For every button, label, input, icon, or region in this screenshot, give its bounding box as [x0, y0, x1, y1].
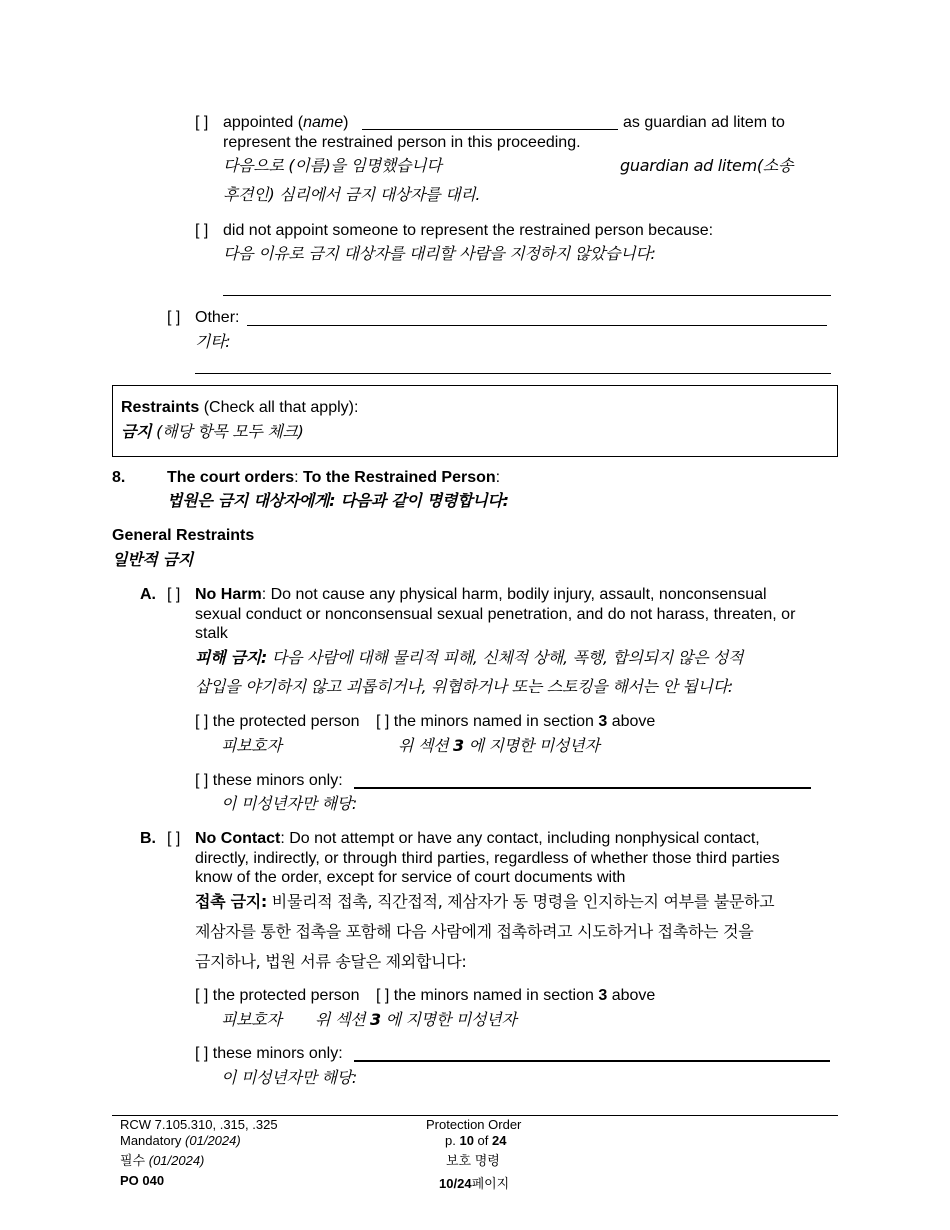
item-a-kr-line-2: 삽입을 야기하지 않고 괴롭히거나, 위협하거나 또는 스토킹을 해서는 안 됩니다: [195, 677, 733, 696]
footer-rule [112, 1115, 838, 1116]
item-a-line-2: sexual conduct or nonconsensual sexual penetration, and do not harass, threaten, or [195, 606, 796, 623]
footer-form-id: PO 040 [120, 1173, 165, 1188]
not-appoint-checkbox[interactable]: [ ] [195, 222, 209, 239]
item-a-checkbox[interactable]: [ ] [167, 586, 181, 603]
item-b-line-2: directly, indirectly, or through third parties, regardless of whether those third parties [195, 850, 780, 867]
restraints-heading: Restraints (Check all that apply): [121, 399, 359, 416]
item-a-minors-blank[interactable] [354, 787, 811, 789]
not-appoint-text: did not appoint someone to represent the restrained person because: [223, 222, 714, 239]
guardian-name-blank[interactable] [362, 129, 618, 130]
guardian-line-1-end: as guardian ad litem to [623, 114, 785, 131]
item-a-kr-option-minors: 위 섹션 3 에 지명한 미성년자 [398, 736, 600, 755]
footer-doc-title: Protection Order [426, 1117, 522, 1132]
item-b-option-minors[interactable]: [ ] the minors named in section 3 above [376, 987, 656, 1004]
guardian-line-1: appointed (name) [223, 114, 349, 131]
section-8-kr: 법원은 금지 대상자에게: 다음과 같이 명령합니다: [167, 491, 509, 510]
other-checkbox[interactable]: [ ] [167, 309, 181, 326]
item-b-option-these-minors[interactable]: [ ] these minors only: [195, 1045, 343, 1062]
item-b-kr-option-protected: 피보호자 [221, 1010, 282, 1029]
item-a-line-1: No Harm: Do not cause any physical harm, bodily injury, assault, nonconsensual [195, 586, 767, 603]
item-b-letter: B. [140, 830, 156, 847]
item-b-kr-line-2: 제삼자를 통한 접촉을 포함해 다음 사람에게 접촉하려고 시도하거나 접촉하는 것을 [195, 922, 754, 941]
guardian-kr-line-1-right: guardian ad litem(소송 [620, 156, 794, 175]
section-8-heading: The court orders: To the Restrained Person: [167, 469, 501, 486]
guardian-kr-line-1: 다음으로 (이름)을 임명했습니다 [223, 156, 442, 175]
footer-kr-doc-title: 보호 명령 [446, 1153, 500, 1168]
not-appoint-kr: 다음 이유로 금지 대상자를 대리할 사람을 지정하지 않았습니다: [223, 244, 656, 263]
footer-mandatory: Mandatory (01/2024) [120, 1133, 241, 1148]
item-a-kr-option-protected: 피보호자 [221, 736, 282, 755]
item-a-kr-line-1: 피해 금지: 다음 사람에 대해 물리적 피해, 신체적 상해, 폭행, 합의되지 않은 성적 [195, 648, 744, 667]
item-b-line-3: know of the order, except for service of court documents with [195, 869, 626, 886]
general-restraints-title: General Restraints [112, 527, 255, 544]
guardian-line-2: represent the restrained person in this proceeding. [223, 134, 581, 151]
item-a-letter: A. [140, 586, 156, 603]
item-a-line-3: stalk [195, 625, 228, 642]
not-appoint-reason-blank[interactable] [223, 295, 831, 296]
footer-rcw: RCW 7.105.310, .315, .325 [120, 1117, 278, 1132]
guardian-checkbox[interactable]: [ ] [195, 114, 209, 131]
item-a-option-protected[interactable]: [ ] the protected person [195, 713, 360, 730]
item-b-line-1: No Contact: Do not attempt or have any contact, including nonphysical contact, [195, 830, 760, 847]
item-a-kr-option-these-minors: 이 미성년자만 해당: [221, 794, 357, 813]
footer-kr-page: 10/24페이지 [439, 1176, 510, 1191]
item-b-minors-blank[interactable] [354, 1060, 830, 1062]
item-b-kr-option-these-minors: 이 미성년자만 해당: [221, 1068, 357, 1087]
guardian-kr-line-2: 후견인) 심리에서 금지 대상자를 대리. [223, 185, 481, 204]
item-b-option-protected[interactable]: [ ] the protected person [195, 987, 360, 1004]
other-label: Other: [195, 309, 240, 326]
other-kr: 기타: [195, 332, 231, 351]
item-a-option-minors[interactable]: [ ] the minors named in section 3 above [376, 713, 656, 730]
footer-kr-mandatory: 필수 (01/2024) [120, 1153, 205, 1168]
restraints-box [112, 385, 838, 457]
restraints-kr-heading: 금지 (해당 항목 모두 체크) [121, 422, 304, 441]
other-blank-2[interactable] [195, 373, 831, 374]
item-a-option-these-minors[interactable]: [ ] these minors only: [195, 772, 343, 789]
section-8-number: 8. [112, 469, 126, 486]
general-restraints-kr: 일반적 금지 [112, 550, 194, 569]
item-b-kr-line-1: 접촉 금지: 비물리적 접촉, 직간접적, 제삼자가 동 명령을 인지하는지 여부를 불문하고 [195, 892, 775, 911]
item-b-kr-line-3: 금지하나, 법원 서류 송달은 제외합니다: [195, 952, 467, 971]
item-b-checkbox[interactable]: [ ] [167, 830, 181, 847]
other-blank[interactable] [247, 325, 827, 326]
item-b-kr-option-minors: 위 섹션 3 에 지명한 미성년자 [315, 1010, 517, 1029]
footer-page: p. 10 of 24 [445, 1133, 507, 1148]
